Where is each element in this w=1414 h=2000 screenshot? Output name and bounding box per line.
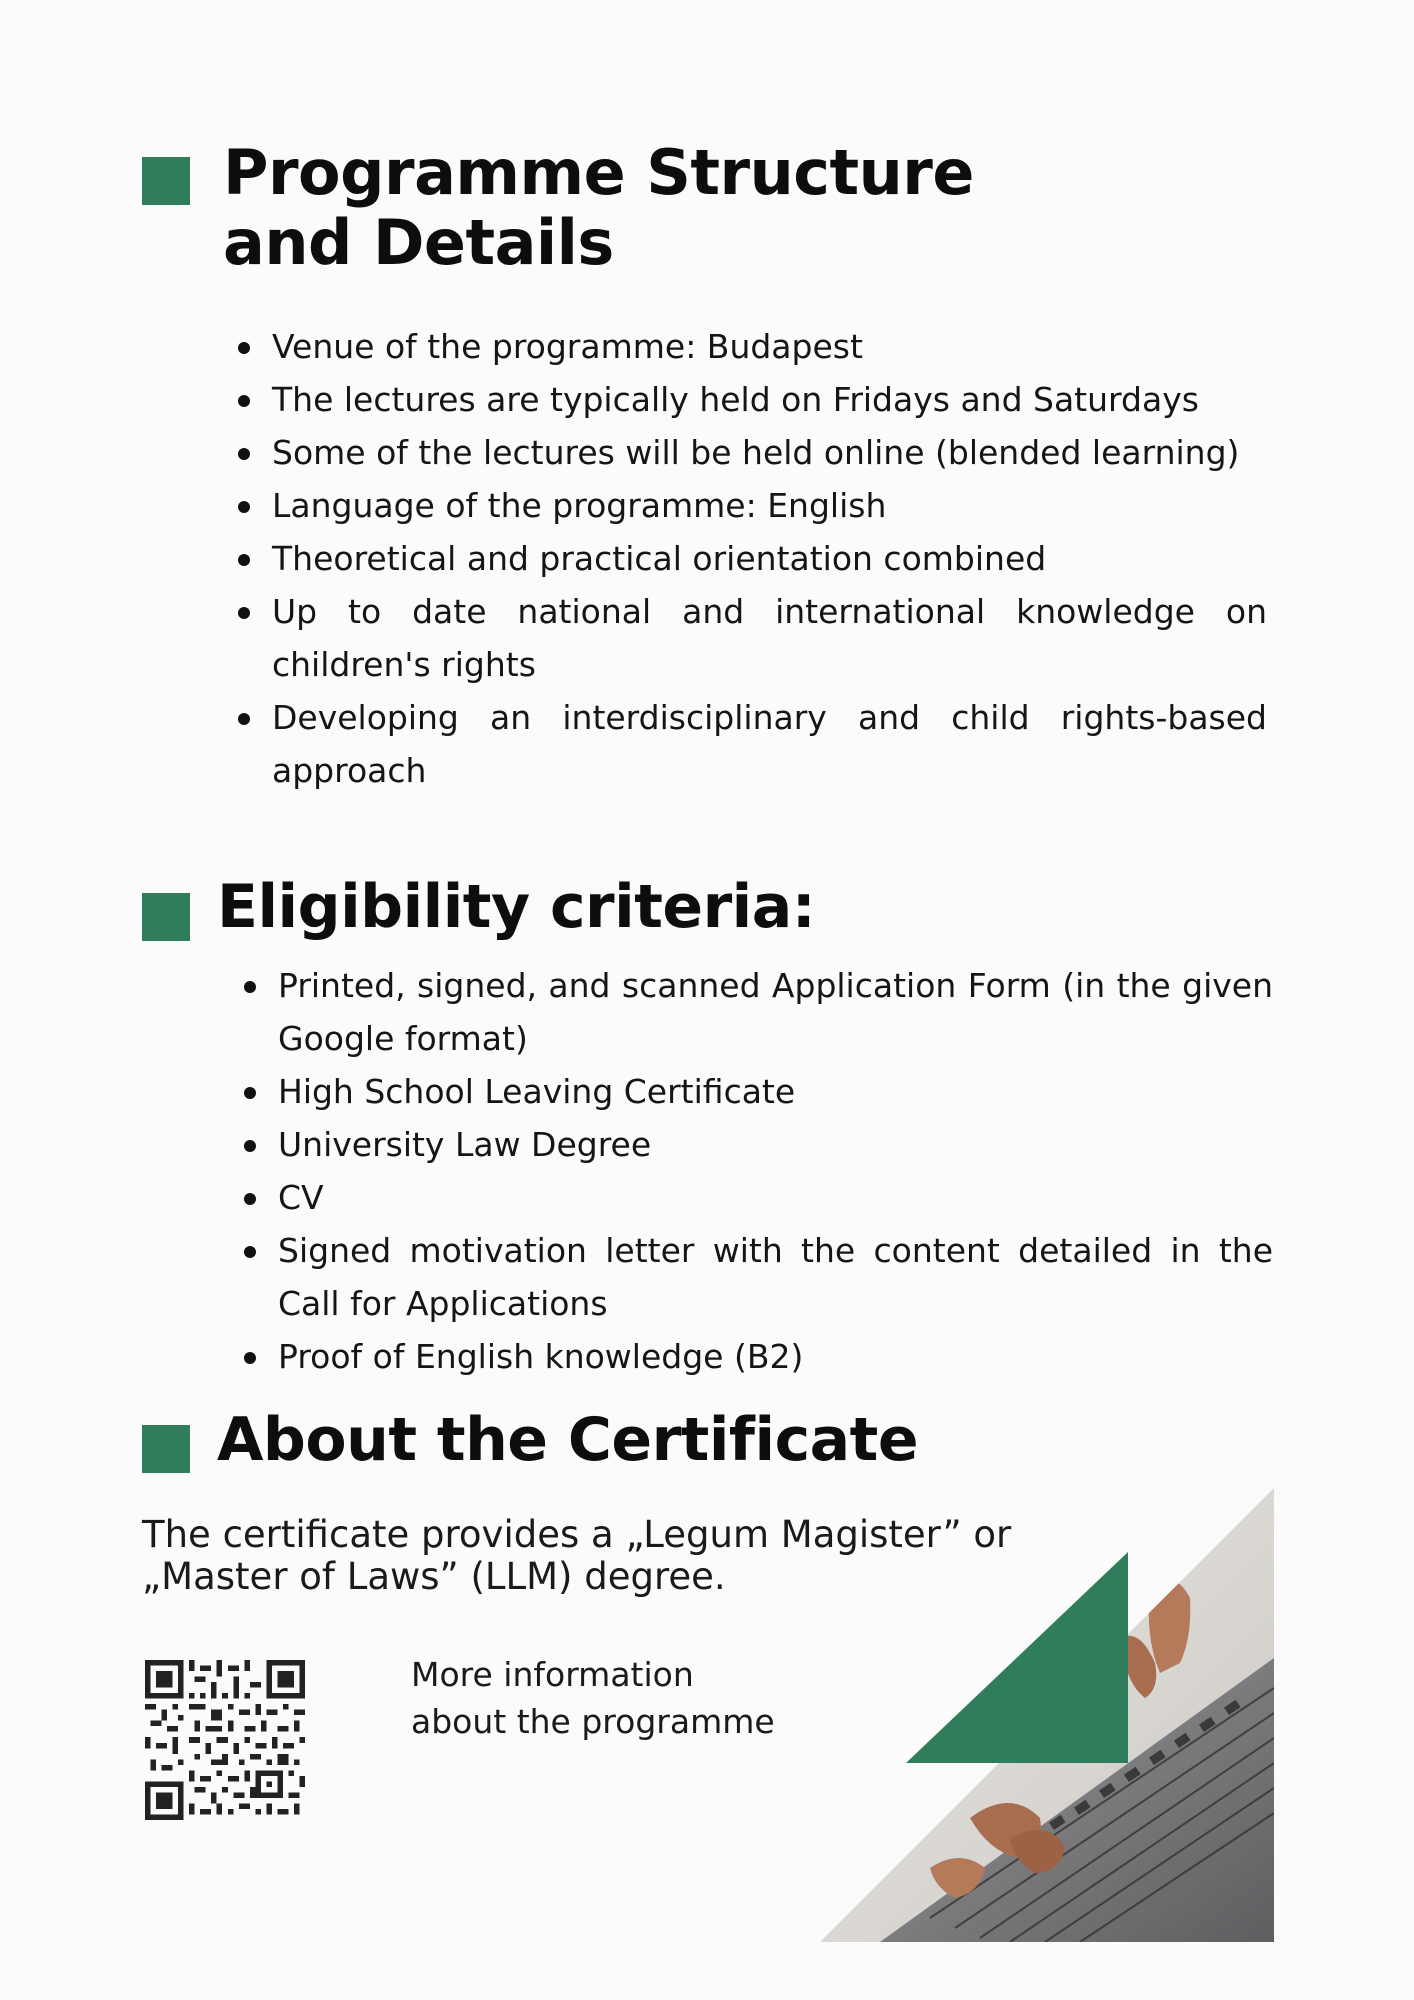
certificate-line-2: „Master of Laws” (LLM) degree. [142,1555,726,1598]
programme-structure-heading: Programme Structure and Details [223,136,974,279]
list-item: Printed, signed, and scanned Application Form (in the given Google format) [278,959,1273,1065]
list-item: High School Leaving Certificate [278,1065,1273,1118]
green-triangle-decoration [906,1552,1128,1763]
programme-structure-list [272,320,1267,797]
eligibility-list [278,959,1273,1383]
section-marker-icon [142,157,190,205]
list-item: Some of the lectures will be held online (blended learning) [272,426,1267,479]
list-item: CV [278,1171,1273,1224]
section-marker-icon [142,1425,190,1473]
list-item: Up to date national and international knowledge on children's rights [272,585,1267,691]
list-item: University Law Degree [278,1118,1273,1171]
list-item: Theoretical and practical orientation combined [272,532,1267,585]
more-info-line-2: about the programme [411,1702,775,1741]
list-item: Venue of the programme: Budapest [272,320,1267,373]
qr-code-icon[interactable] [145,1660,305,1820]
list-item: Signed motivation letter with the content detailed in the Call for Applications [278,1224,1273,1330]
list-item: Proof of English knowledge (B2) [278,1330,1273,1383]
list-item: Developing an interdisciplinary and child rights-based approach [272,691,1267,797]
certificate-line-1: The certificate provides a „Legum Magister” or [142,1513,1012,1556]
certificate-heading: About the Certificate [217,1405,919,1475]
more-info-text [411,1651,831,1745]
list-item: Language of the programme: English [272,479,1267,532]
eligibility-heading: Eligibility criteria: [217,872,816,942]
section-marker-icon [142,893,190,941]
list-item: The lectures are typically held on Fridays and Saturdays [272,373,1267,426]
more-info-line-1: More information [411,1655,694,1694]
